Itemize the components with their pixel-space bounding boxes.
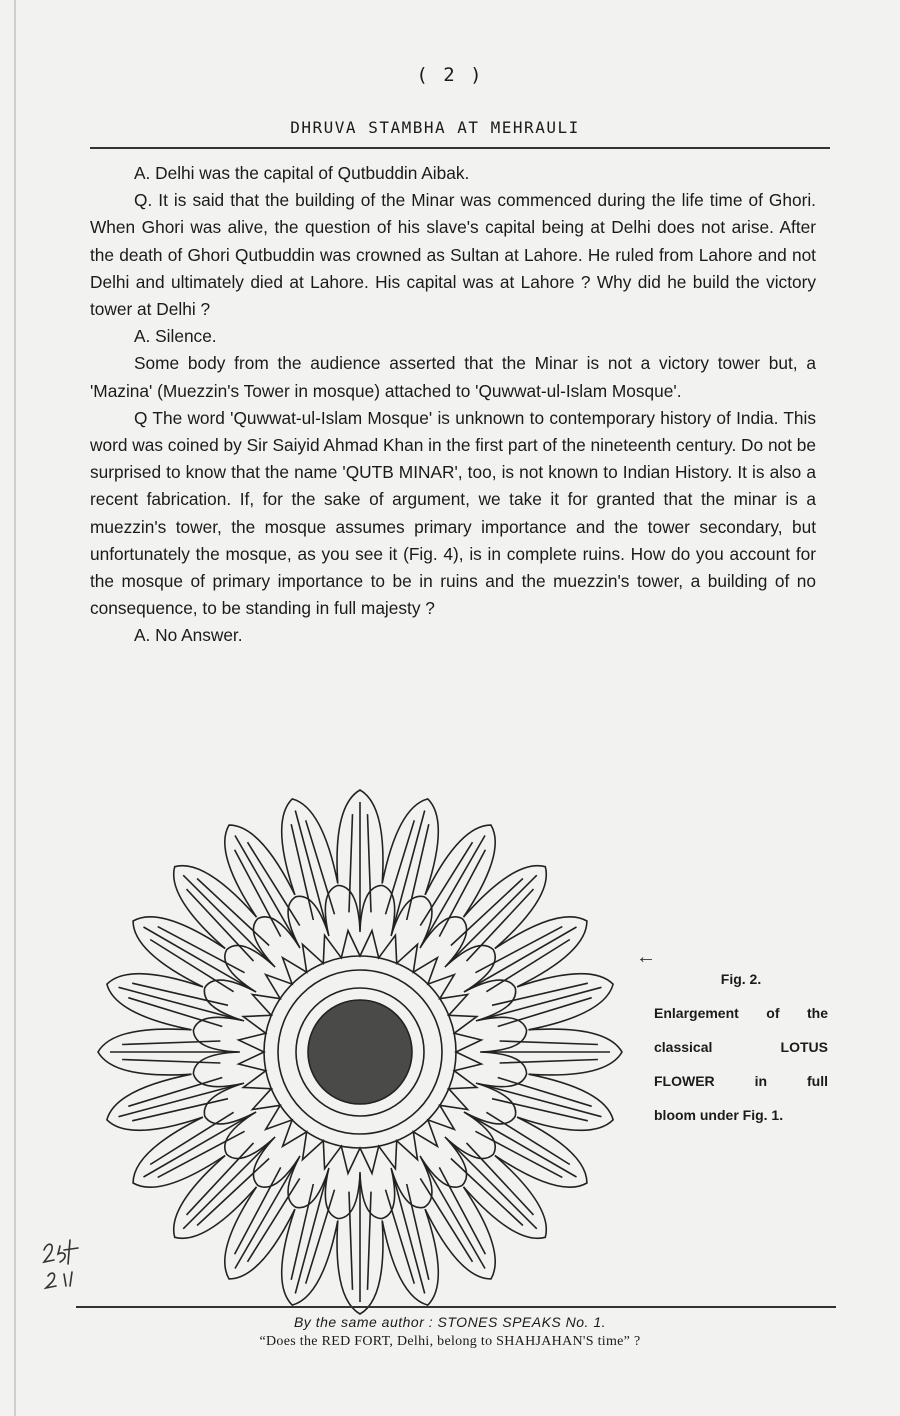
inner-petal xyxy=(446,1113,495,1159)
page-number: ( 2 ) xyxy=(416,64,484,86)
outer-petal xyxy=(282,1209,338,1305)
petal-facet xyxy=(291,1184,334,1284)
outer-petal xyxy=(133,917,225,987)
petal-vein xyxy=(420,836,485,949)
figure-caption-line: classical LOTUS xyxy=(654,1039,828,1055)
outer-petal xyxy=(225,1187,295,1279)
inner-petal xyxy=(421,1138,467,1187)
handwritten-note-icon xyxy=(38,1236,88,1296)
petal-facet xyxy=(386,1184,429,1284)
paragraph-3: A. Silence. xyxy=(134,326,217,347)
figure-caption-title: Fig. 2. xyxy=(720,971,762,987)
outer-petal xyxy=(495,917,587,987)
petal-vein xyxy=(464,1112,577,1177)
outer-petal xyxy=(517,974,613,1030)
page-binding-edge xyxy=(14,0,16,1416)
pointer-arrow-icon: ← xyxy=(636,946,656,968)
inner-petal xyxy=(360,1170,395,1219)
petal-facet xyxy=(128,983,228,1026)
paragraph-5: Q The word 'Quwwat-ul-Islam Mosque' is unknown to contemporary history of India. This word was coined by Sir Saiyid Ahmad Khan in the first part of the nineteenth century. Do not be surprised to know that the name 'QUTB MINAR', too, is not known to Indian History. It is also a recent fabrication. If, for the sake of argument, we take it for granted that the minar is a muezzin's tower, the mosque assumes primary importance and the tower secondary, but unfortunately the mosque, as you see it (Fig. 4), is in complete ruins. How do you account for the mosque of primary importance to be in ruins and the muezzin's tower, a building of no consequence, to be standing in full majesty ? xyxy=(90,407,816,619)
petal-vein xyxy=(144,1112,257,1177)
inner-petal xyxy=(325,885,360,934)
page-heading: DHRUVA STAMBHA AT MEHRAULI xyxy=(290,118,580,137)
petal-facet xyxy=(492,983,592,1026)
inner-petal xyxy=(446,945,495,991)
outer-petal xyxy=(107,974,203,1030)
inner-petal xyxy=(421,917,467,966)
figure-caption xyxy=(654,962,828,1132)
inner-petal xyxy=(360,885,395,934)
heading-rule xyxy=(90,147,830,149)
inner-petal xyxy=(253,1138,299,1187)
inner-petal xyxy=(478,1017,527,1052)
flower-center xyxy=(308,1000,412,1104)
outer-petal xyxy=(425,825,495,917)
outer-petal xyxy=(225,825,295,917)
petal-vein xyxy=(464,927,577,992)
figure-caption-line: bloom under Fig. 1. xyxy=(654,1107,784,1123)
outer-petal xyxy=(382,799,438,895)
lotus-flower-figure xyxy=(86,778,634,1326)
inner-petal xyxy=(325,1170,360,1219)
inner-petal xyxy=(478,1052,527,1087)
inner-petal xyxy=(225,1113,274,1159)
inner-petal xyxy=(225,945,274,991)
outer-petal xyxy=(382,1209,438,1305)
petal-vein xyxy=(144,927,257,992)
inner-petal xyxy=(253,917,299,966)
body-text xyxy=(90,160,816,650)
petal-vein xyxy=(420,1156,485,1269)
paragraph-2: Q. It is said that the building of the Minar was commenced during the life time of Ghori. When Ghori was alive, the question of his slave's capital being at Delhi does not arise. After the death of Ghori Qutbuddin was crowned as Sultan at Lahore. He ruled from Lahore and not Delhi and ultimately died at Lahore. His capital was at Lahore ? Why did he build the victory tower at Delhi ? xyxy=(90,190,816,320)
paragraph-1: A. Delhi was the capital of Qutbuddin Aibak. xyxy=(134,163,470,183)
figure-caption-line: Enlargement of the xyxy=(654,1005,828,1021)
petal-facet xyxy=(492,1078,592,1121)
paragraph-6: A. No Answer. xyxy=(134,625,243,646)
inner-petal xyxy=(193,1052,242,1087)
outer-petal xyxy=(425,1187,495,1279)
footer-book-title: “Does the RED FORT, Delhi, belong to SHAHJAHAN'S time” ? xyxy=(259,1334,641,1349)
petal-facet xyxy=(128,1078,228,1121)
outer-petal xyxy=(133,1117,225,1187)
outer-petal xyxy=(107,1074,203,1130)
footer-author-note: By the same author : STONES SPEAKS No. 1. xyxy=(293,1314,607,1330)
outer-petal xyxy=(517,1074,613,1130)
petal-vein xyxy=(235,1156,300,1269)
outer-petal xyxy=(282,799,338,895)
petal-facet xyxy=(291,820,334,920)
petal-facet xyxy=(386,820,429,920)
paragraph-4: Some body from the audience asserted that the Minar is not a victory tower but, a 'Mazina' (Muezzin's Tower in mosque) attached to 'Quwwat-ul-Islam Mosque'. xyxy=(90,353,816,401)
inner-petal xyxy=(193,1017,242,1052)
petal-vein xyxy=(235,836,300,949)
outer-petal xyxy=(495,1117,587,1187)
footer-rule xyxy=(76,1306,836,1308)
figure-caption-line: FLOWER in full xyxy=(654,1073,828,1089)
